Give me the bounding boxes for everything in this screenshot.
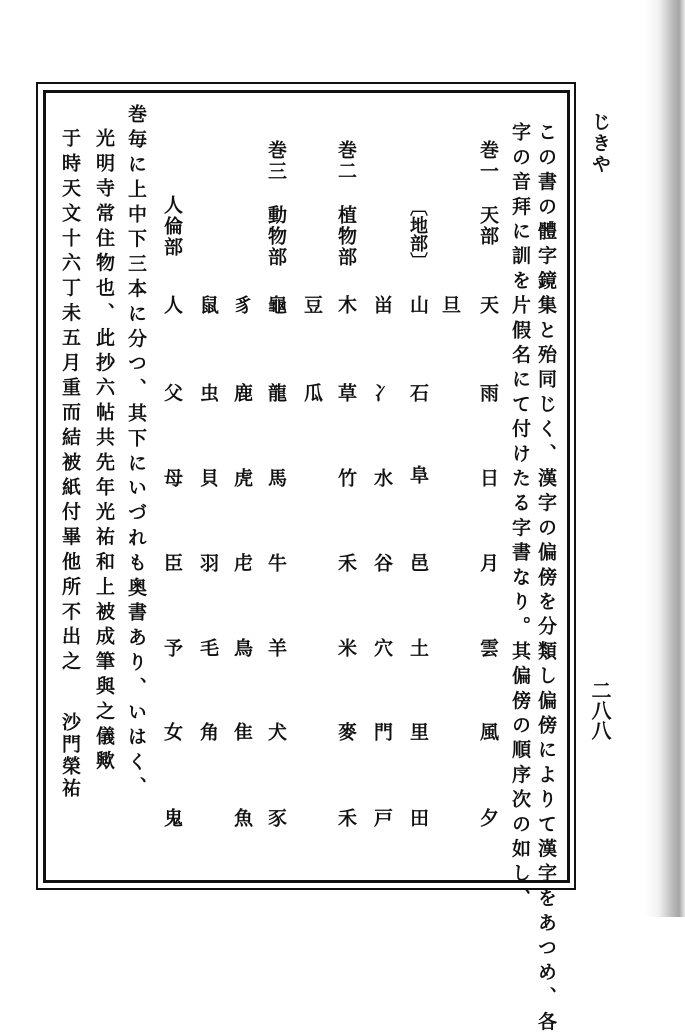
entry: 風 (477, 722, 499, 741)
entry: 豸 (231, 295, 253, 314)
entry: 豆 (301, 295, 323, 314)
entry: 母 (161, 468, 183, 487)
entry: 隹 (231, 722, 253, 741)
entry: 田 (407, 808, 429, 827)
author-signature: 沙門榮祐 (59, 712, 81, 800)
entry: 山 (407, 295, 429, 314)
entry: 米 (335, 638, 357, 657)
entry: 鬼 (161, 808, 183, 827)
entry: 虫 (197, 383, 219, 402)
note-line-1: 巻毎に上中下三本に分つ、其下にいづれも奥書あり、いはく、 (125, 104, 147, 802)
entry: 鳥 (231, 638, 253, 657)
page-edge (645, 0, 685, 917)
entry: 土 (407, 638, 429, 657)
entry: 馬 (265, 468, 287, 487)
section-label: 植物部 (335, 205, 357, 268)
entry: 禾 (335, 808, 357, 827)
entry: 人 (161, 295, 183, 314)
entry: 鼠 (197, 295, 219, 314)
entry: 雨 (477, 383, 499, 402)
entry: 瓜 (301, 383, 323, 402)
entry: 予 (161, 638, 183, 657)
page-number: 二八八 (588, 680, 612, 740)
entry: 草 (335, 383, 357, 402)
entry: 天 (477, 295, 499, 314)
entry: 貝 (197, 468, 219, 487)
body-text-line-2: 字の音拜に訓を片假名にて付けたる字書なり。其偏傍の順序次の如し、 (509, 122, 531, 913)
entry: 里 (407, 722, 429, 741)
volume-label: 巻三 (265, 140, 287, 182)
entry: 女 (161, 722, 183, 741)
entry: 木 (335, 295, 357, 314)
entry: 犬 (265, 722, 287, 741)
note-line-3: 于時天文十六丁未五月重而結被紙付畢他所不出之 (59, 128, 81, 676)
volume-label: 巻一 (477, 140, 499, 182)
entry: 臣 (161, 553, 183, 572)
entry: 麥 (335, 722, 357, 741)
running-head: じきや (589, 112, 611, 175)
entry: 旦 (439, 295, 461, 314)
entry: 戸 (371, 808, 393, 827)
entry: 谷 (371, 553, 393, 572)
entry: 角 (197, 722, 219, 741)
entry: 石 (407, 383, 429, 402)
entry: 竹 (335, 468, 357, 487)
entry: 邑 (407, 553, 429, 572)
entry: 畄 (371, 295, 393, 314)
entry: 魚 (231, 808, 253, 827)
section-label: 天部 (477, 205, 499, 247)
subsection-label: 〔地部〕 (407, 198, 428, 270)
section-label: 動物部 (265, 205, 287, 268)
entry: 阜 (407, 465, 429, 484)
entry: 毛 (197, 638, 219, 657)
note-line-2: 光明寺常住物也、此抄六帖共先年光祐和上被成筆與之儀歟 (93, 128, 115, 776)
entry: 龜 (265, 295, 287, 314)
entry: 水 (371, 468, 393, 487)
entry: 日 (477, 468, 499, 487)
entry: 龍 (265, 383, 287, 402)
entry: 月 (477, 553, 499, 572)
section-label: 人倫部 (161, 195, 183, 258)
entry: 鹿 (231, 383, 253, 402)
entry: 冫 (371, 383, 393, 402)
volume-label: 巻二 (335, 140, 357, 182)
entry: 虍 (231, 553, 253, 572)
entry: 羽 (197, 553, 219, 572)
entry: 豕 (265, 808, 287, 827)
entry: 雲 (477, 638, 499, 657)
entry: 羊 (265, 638, 287, 657)
body-text-line-1: この書の體字鏡集と殆同じく、漢字の偏傍を分類し偏傍によりて漢字をあつめ、各 (535, 122, 557, 1036)
entry: 牛 (265, 553, 287, 572)
entry: 虎 (231, 468, 253, 487)
entry: 門 (371, 722, 393, 741)
entry: 父 (161, 383, 183, 402)
entry: 穴 (371, 638, 393, 657)
entry: 夕 (477, 808, 499, 827)
entry: 禾 (335, 553, 357, 572)
